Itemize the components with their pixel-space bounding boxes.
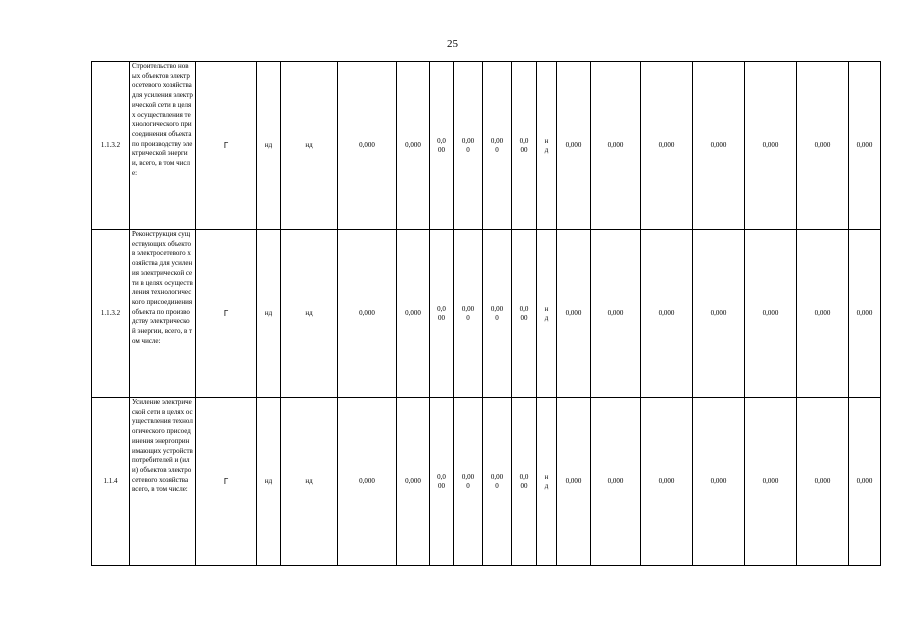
- page-number: 25: [447, 38, 458, 50]
- table-cell: нд: [281, 230, 338, 398]
- table-cell: 0,0 00: [430, 62, 454, 230]
- table-cell: 0,000: [557, 398, 591, 566]
- table-cell: 0,0 00: [512, 230, 537, 398]
- investment-table: [91, 61, 881, 566]
- table-cell: н д: [537, 398, 557, 566]
- table-cell: 0,000: [693, 62, 745, 230]
- row-name: Реконструкция существующих объектов электросетевого хозяйства для усиления электрической сети в целях осуществления технологического присоединения объекта по производству электрической энергии, всего, в том числе:: [130, 230, 196, 398]
- table-cell: 0,000: [693, 230, 745, 398]
- table-row: [92, 230, 881, 398]
- table-row: [92, 62, 881, 230]
- table-cell: нд: [257, 230, 281, 398]
- table-cell: 0,000: [849, 62, 881, 230]
- table-cell: 0,0 00: [512, 62, 537, 230]
- table-cell: Г: [196, 230, 257, 398]
- table-cell: 0,000: [591, 230, 641, 398]
- row-id: 1.1.3.2: [92, 230, 130, 398]
- table-cell: Г: [196, 398, 257, 566]
- table-cell: нд: [281, 398, 338, 566]
- table-cell: 0,000: [641, 62, 693, 230]
- table-cell: 0,000: [745, 398, 797, 566]
- table-cell: 0,000: [338, 398, 397, 566]
- table-cell: 0,000: [397, 230, 430, 398]
- table-cell: 0,0 00: [512, 398, 537, 566]
- row-id: 1.1.4: [92, 398, 130, 566]
- table-cell: 0,00 0: [483, 62, 512, 230]
- table-cell: 0,000: [338, 62, 397, 230]
- row-id: 1.1.3.2: [92, 62, 130, 230]
- table-cell: 0,000: [745, 230, 797, 398]
- table-cell: 0,00 0: [454, 62, 483, 230]
- table-cell: 0,000: [797, 62, 849, 230]
- table-cell: 0,000: [557, 62, 591, 230]
- table-cell: 0,00 0: [483, 398, 512, 566]
- table-row: [92, 398, 881, 566]
- table-cell: 0,000: [797, 398, 849, 566]
- table-cell: 0,0 00: [430, 230, 454, 398]
- table-cell: 0,000: [693, 398, 745, 566]
- table-cell: 0,0 00: [430, 398, 454, 566]
- table-cell: 0,00 0: [483, 230, 512, 398]
- table-cell: 0,000: [338, 230, 397, 398]
- table-cell: 0,000: [849, 230, 881, 398]
- table-cell: 0,000: [641, 398, 693, 566]
- table-cell: 0,000: [849, 398, 881, 566]
- table-cell: нд: [281, 62, 338, 230]
- row-name: Строительство новых объектов электросетевого хозяйства для усиления электрической сети в целях осуществления технологического присоединения объекта по производству электрической энергии, всего, в том числе:: [130, 62, 196, 230]
- table-cell: 0,000: [557, 230, 591, 398]
- table-cell: 0,000: [397, 62, 430, 230]
- table-cell: н д: [537, 230, 557, 398]
- table-cell: 0,000: [591, 398, 641, 566]
- table-cell: 0,00 0: [454, 230, 483, 398]
- table-cell: нд: [257, 62, 281, 230]
- table-cell: 0,000: [397, 398, 430, 566]
- table-cell: н д: [537, 62, 557, 230]
- table-cell: 0,000: [591, 62, 641, 230]
- table-cell: Г: [196, 62, 257, 230]
- table-cell: 0,000: [797, 230, 849, 398]
- row-name: Усиление электрической сети в целях осуществления технологического присоединения энергопринимающих устройств потребителей и (или) объектов электросетевого хозяйства всего, в том числе:: [130, 398, 196, 566]
- table-cell: 0,000: [745, 62, 797, 230]
- table-cell: нд: [257, 398, 281, 566]
- table-cell: 0,00 0: [454, 398, 483, 566]
- table-cell: 0,000: [641, 230, 693, 398]
